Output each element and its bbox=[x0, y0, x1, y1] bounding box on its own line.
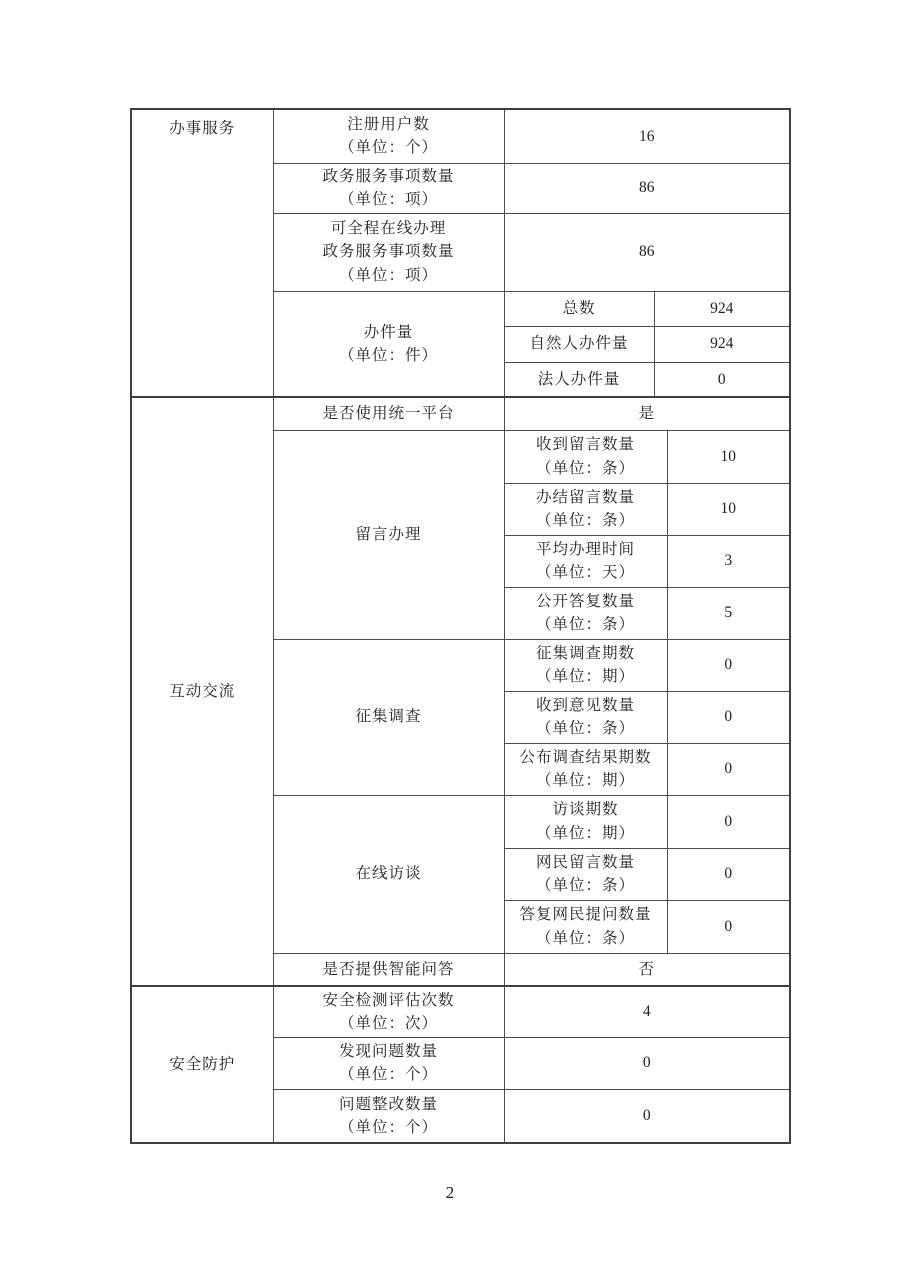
item-label-cell bbox=[273, 163, 504, 213]
item-label-cell: 是否提供智能问答 bbox=[273, 953, 504, 986]
sub-item-value: 0 bbox=[667, 691, 790, 743]
sub-item-unit: （单位：天） bbox=[535, 564, 635, 581]
sub-item-unit: （单位：条） bbox=[535, 512, 635, 529]
report-table bbox=[130, 108, 791, 1144]
item-label-cell: 留言办理 bbox=[273, 430, 504, 639]
item-value: 0 bbox=[504, 1089, 790, 1143]
sub-item-unit: （单位：期） bbox=[535, 772, 635, 789]
sub-item-value: 0 bbox=[667, 900, 790, 953]
item-unit: （单位：个） bbox=[338, 1118, 438, 1136]
item-label-cell: 在线访谈 bbox=[273, 795, 504, 953]
item-label: 注册用户数 bbox=[347, 116, 430, 133]
sub-item-value: 924 bbox=[654, 291, 790, 326]
sub-item-label: 总数 bbox=[504, 291, 654, 326]
item-label: 问题整改数量 bbox=[338, 1095, 438, 1113]
item-unit: （单位：个） bbox=[338, 139, 438, 157]
item-label: 政务服务事项数量 bbox=[322, 167, 455, 185]
item-label-line1: 可全程在线办理 bbox=[330, 220, 447, 238]
sub-item-label: 收到意见数量 （单位：条） bbox=[504, 691, 667, 743]
sub-item-label: 平均办理时间 （单位：天） bbox=[504, 535, 667, 587]
sub-item-unit: （单位：条） bbox=[535, 459, 635, 477]
item-value: 86 bbox=[504, 163, 790, 213]
sub-item-unit: （单位：条） bbox=[535, 616, 635, 633]
item-label-cell bbox=[273, 213, 504, 291]
sub-item-label: 征集调查期数 （单位：期） bbox=[504, 639, 667, 691]
item-unit: （单位：项） bbox=[338, 266, 438, 284]
item-label-cell bbox=[273, 291, 504, 397]
sub-item-value: 0 bbox=[667, 848, 790, 900]
section-title-banshi: 办事服务 bbox=[131, 109, 273, 397]
sub-item-label: 办结留言数量 （单位：条） bbox=[504, 483, 667, 535]
item-unit: （单位：件） bbox=[338, 346, 438, 364]
item-label-cell bbox=[273, 1089, 504, 1143]
sub-item-label: 访谈期数 （单位：期） bbox=[504, 795, 667, 848]
sub-item-value: 0 bbox=[654, 362, 790, 397]
item-label-cell: 是否使用统一平台 bbox=[273, 397, 504, 430]
sub-item-value: 3 bbox=[667, 535, 790, 587]
item-unit: （单位：项） bbox=[338, 191, 438, 208]
item-label: 发现问题数量 bbox=[338, 1042, 438, 1060]
sub-item-value: 10 bbox=[667, 430, 790, 483]
section-title-anquan: 安全防护 bbox=[131, 986, 273, 1143]
item-value: 86 bbox=[504, 213, 790, 291]
item-unit: （单位：个） bbox=[338, 1066, 438, 1083]
item-value: 是 bbox=[504, 397, 790, 430]
sub-item-label: 法人办件量 bbox=[504, 362, 654, 397]
sub-item-value: 5 bbox=[667, 587, 790, 639]
item-value: 4 bbox=[504, 986, 790, 1037]
item-label-line2: 政务服务事项数量 bbox=[322, 243, 455, 261]
item-label-cell: 征集调查 bbox=[273, 639, 504, 795]
item-value: 16 bbox=[504, 109, 790, 163]
sub-item-label: 答复网民提问数量 （单位：条） bbox=[504, 900, 667, 953]
item-label: 安全检测评估次数 bbox=[322, 991, 455, 1009]
page-number: 2 bbox=[445, 1183, 455, 1202]
sub-item-unit: （单位：条） bbox=[535, 929, 635, 947]
sub-item-label: 网民留言数量 （单位：条） bbox=[504, 848, 667, 900]
sub-item-value: 0 bbox=[667, 743, 790, 795]
section-title-hudong: 互动交流 bbox=[131, 397, 273, 986]
item-label-cell bbox=[273, 1037, 504, 1089]
sub-item-unit: （单位：期） bbox=[535, 668, 635, 685]
sub-item-value: 0 bbox=[667, 795, 790, 848]
sub-item-value: 0 bbox=[667, 639, 790, 691]
sub-item-unit: （单位：期） bbox=[535, 824, 635, 842]
item-value: 否 bbox=[504, 953, 790, 986]
item-label-cell bbox=[273, 986, 504, 1037]
sub-item-unit: （单位：条） bbox=[535, 877, 635, 894]
sub-item-label: 公布调查结果期数 （单位：期） bbox=[504, 743, 667, 795]
sub-item-label: 公开答复数量 （单位：条） bbox=[504, 587, 667, 639]
sub-item-label: 自然人办件量 bbox=[504, 326, 654, 362]
item-label: 办件量 bbox=[363, 323, 414, 341]
sub-item-value: 924 bbox=[654, 326, 790, 362]
item-unit: （单位：次） bbox=[338, 1014, 438, 1032]
item-label-cell bbox=[273, 109, 504, 163]
sub-item-unit: （单位：条） bbox=[535, 720, 635, 737]
item-value: 0 bbox=[504, 1037, 790, 1089]
sub-item-value: 10 bbox=[667, 483, 790, 535]
sub-item-label: 收到留言数量 （单位：条） bbox=[504, 430, 667, 483]
